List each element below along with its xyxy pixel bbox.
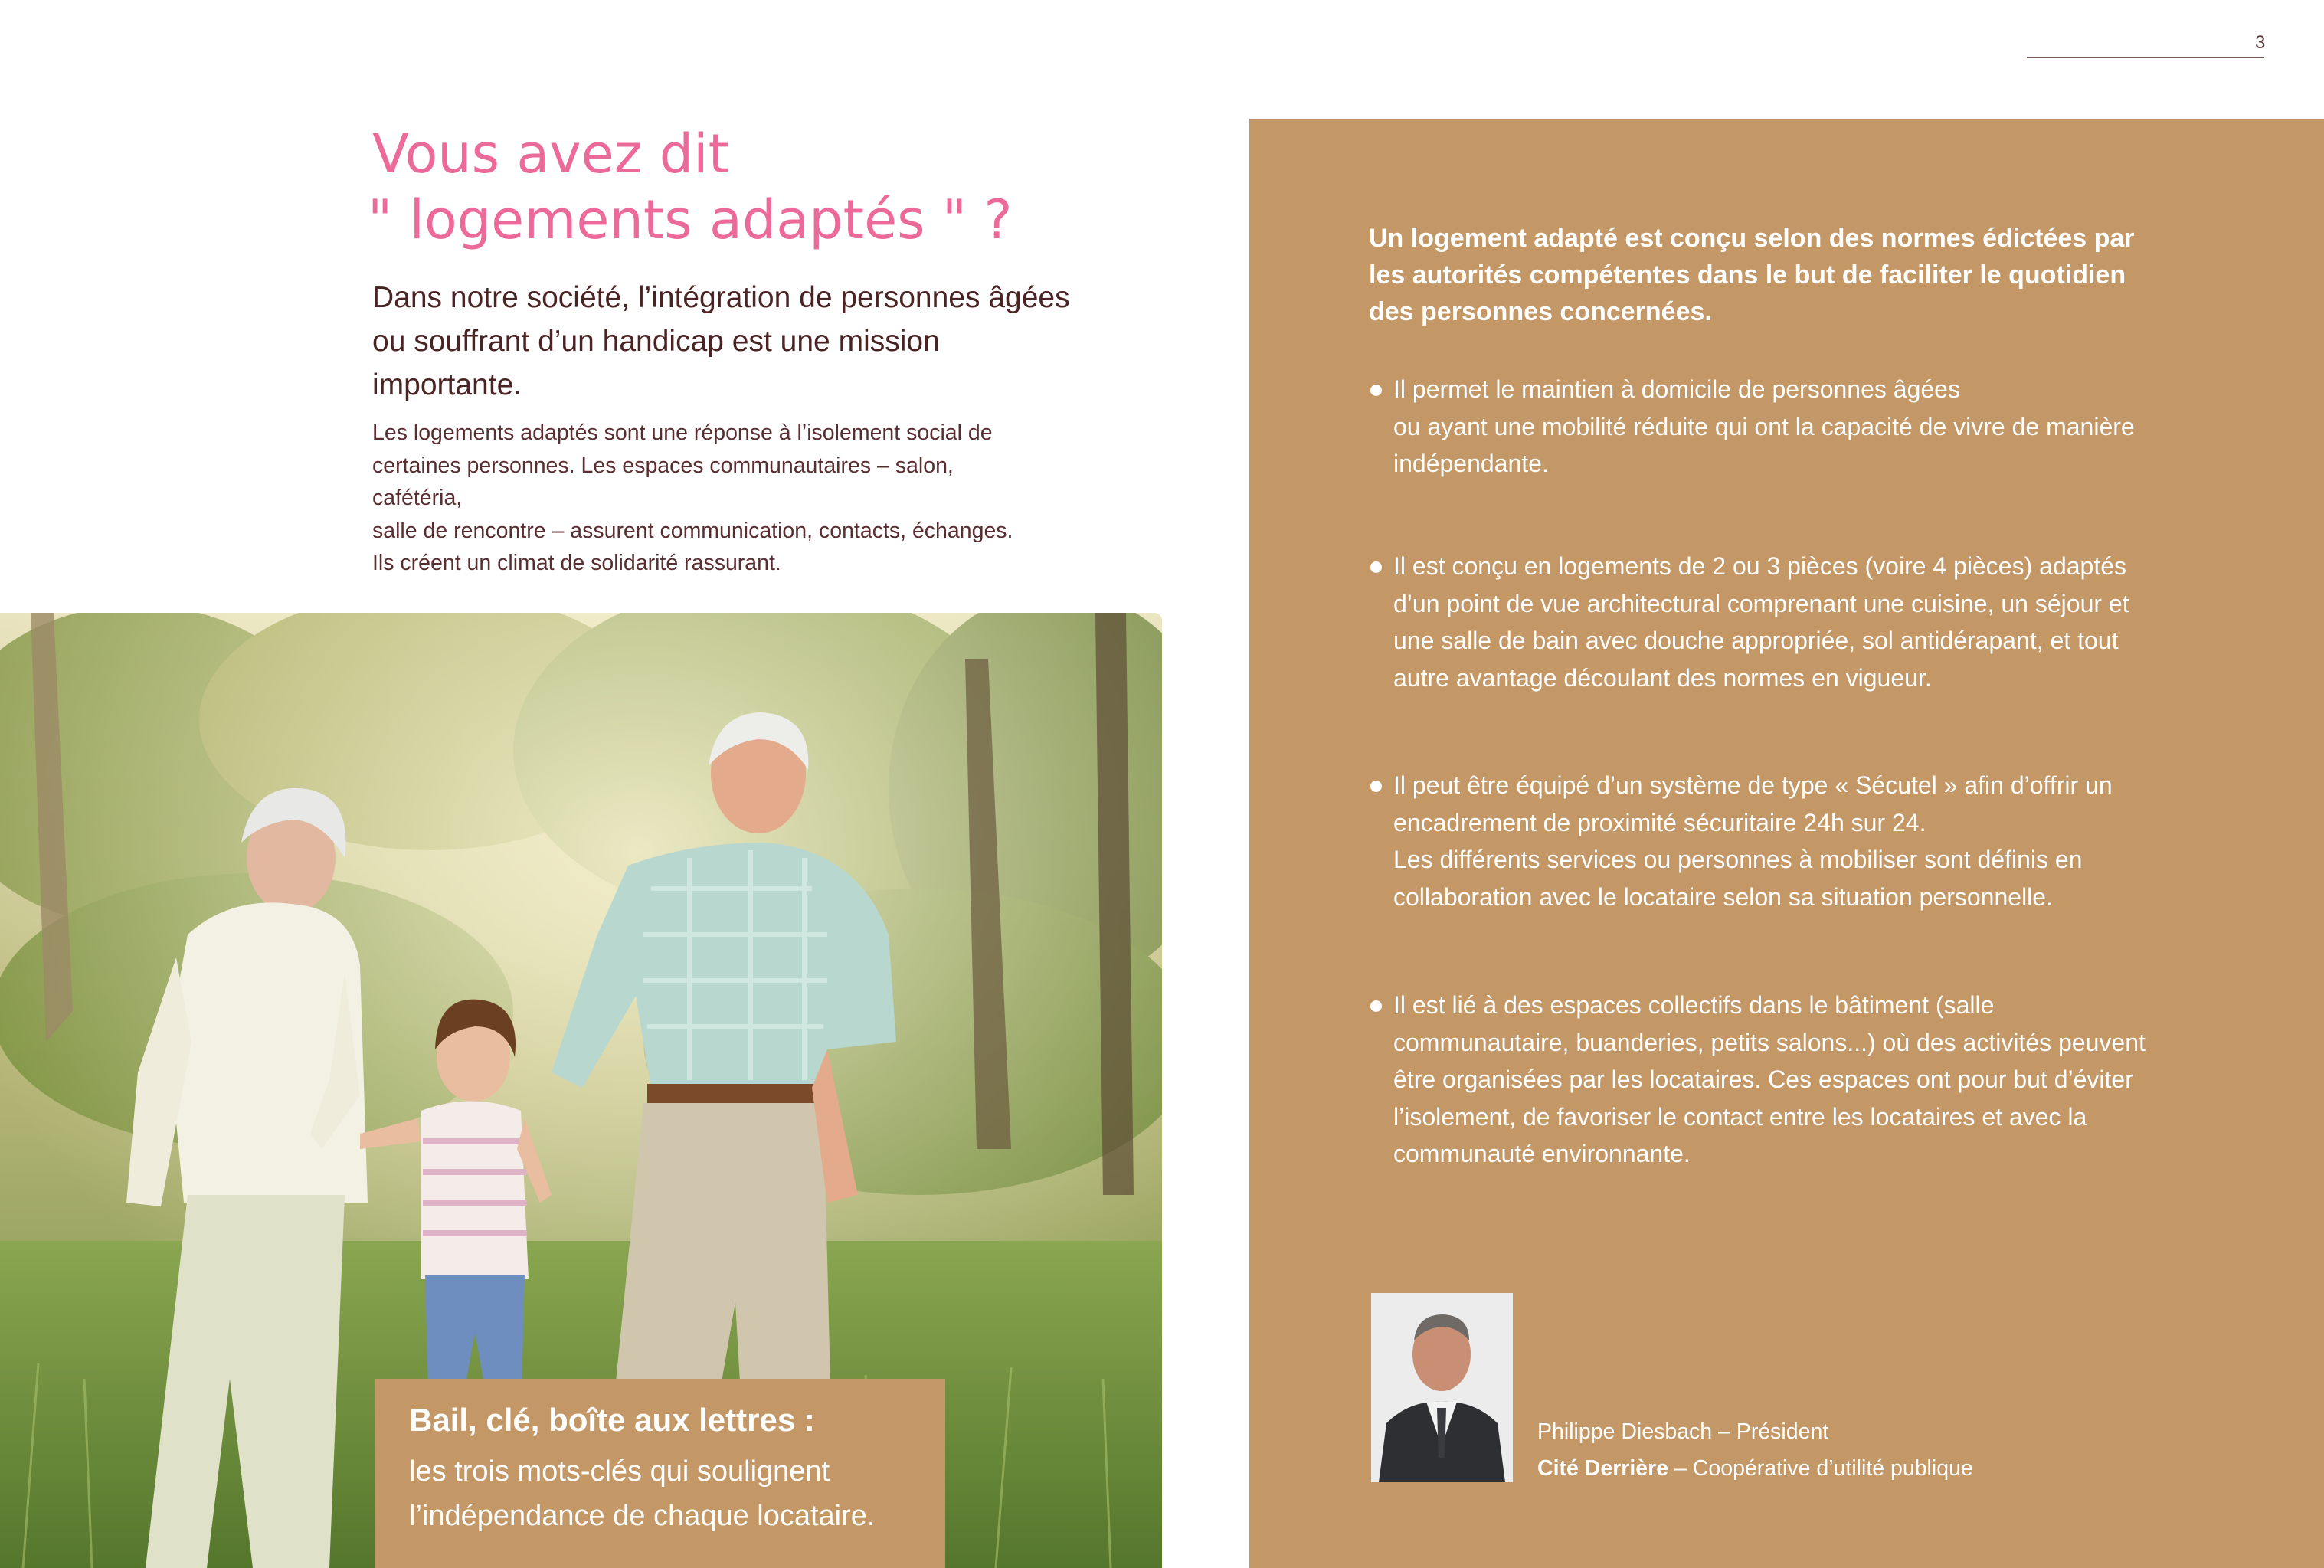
lead-paragraph: Dans notre société, l’intégration de personnes âgées ou souffrant d’un handicap est une mission importante.	[372, 281, 1070, 401]
bullet-line: une salle de bain avec douche appropriée, sol antidérapant, et tout	[1393, 627, 2119, 654]
intro-line: salle de rencontre – assurent communication, contacts, échanges.	[372, 518, 1013, 543]
bullet-line: communautaire, buanderies, petits salons...) où des activités peuvent	[1393, 1028, 2146, 1056]
bullet-line: encadrement de proximité sécuritaire 24h sur 24.	[1393, 808, 1926, 836]
bullet-item	[1369, 371, 2205, 483]
page-title	[368, 121, 1013, 253]
bullet-line: autre avantage découlant des normes en vigueur.	[1393, 663, 1932, 692]
bullet-line: être organisées par les locataires. Ces espaces ont pour but d’éviter	[1393, 1066, 2133, 1093]
intro-line: Ils créent un climat de solidarité rassurant.	[372, 551, 781, 575]
panel-intro	[1369, 220, 2196, 330]
bullet-line: Les différents services ou personnes à mobiliser sont définis en	[1393, 846, 2083, 873]
caption-title: Bail, clé, boîte aux lettres :	[409, 1402, 815, 1438]
intro-paragraph	[372, 417, 1046, 580]
bullet-line: l’isolement, de favoriser le contact entre les locataires et avec la	[1393, 1102, 2087, 1131]
president-portrait	[1371, 1293, 1513, 1482]
bullet-dot-icon	[1370, 781, 1382, 792]
caption-box	[375, 1379, 945, 1568]
signature-org-desc: – Coopérative d’utilité publique	[1668, 1456, 1973, 1481]
bullet-line: Il est lié à des espaces collectifs dans le bâtiment (salle	[1393, 991, 1995, 1019]
bullet-line: Il est conçu en logements de 2 ou 3 pièces (voire 4 pièces) adaptés	[1393, 552, 2127, 580]
bullet-dot-icon	[1370, 385, 1382, 396]
page-title-line-1: Vous avez dit	[372, 123, 730, 185]
bullet-dot-icon	[1370, 561, 1382, 573]
signature-name: Philippe Diesbach – Président	[1537, 1419, 1829, 1444]
bullet-line: Il permet le maintien à domicile de personnes âgées	[1393, 375, 1960, 403]
bullet-item	[1369, 767, 2205, 915]
signature	[1537, 1413, 1973, 1487]
panel-intro-line: des personnes concernées.	[1369, 297, 1712, 326]
caption-line: l’indépendance de chaque locataire.	[409, 1500, 876, 1532]
caption-text	[409, 1449, 930, 1538]
signature-org: Cité Derrière	[1537, 1456, 1669, 1481]
page-title-line-2: " logements adaptés " ?	[368, 188, 1013, 251]
info-panel	[1249, 119, 2324, 1568]
bullet-line: indépendante.	[1393, 450, 1549, 477]
page-number-rule	[2027, 57, 2264, 58]
bullet-line: collaboration avec le locataire selon sa situation personnelle.	[1393, 882, 2053, 911]
bullet-line: communauté environnante.	[1393, 1140, 1691, 1167]
caption-line: les trois mots-clés qui soulignent	[409, 1455, 830, 1488]
bullet-line: Il peut être équipé d’un système de type « Sécutel » afin d’offrir un	[1393, 771, 2113, 799]
panel-intro-line: les autorités compétentes dans le but de faciliter le quotidien	[1369, 260, 2126, 290]
bullet-dot-icon	[1370, 1000, 1382, 1012]
bullet-line: ou ayant une mobilité réduite qui ont la capacité de vivre de manière	[1393, 412, 2135, 440]
bullet-line: d’un point de vue architectural comprenant une cuisine, un séjour et	[1393, 589, 2129, 617]
bullet-item	[1369, 987, 2205, 1173]
page-number: 3	[2255, 32, 2266, 53]
bullet-item	[1369, 548, 2205, 696]
intro-line: Les logements adaptés sont une réponse à l’isolement social de	[372, 421, 993, 445]
panel-intro-line: Un logement adapté est conçu selon des normes édictées par	[1369, 224, 2135, 253]
intro-line: certaines personnes. Les espaces communautaires – salon, cafétéria,	[372, 453, 954, 510]
